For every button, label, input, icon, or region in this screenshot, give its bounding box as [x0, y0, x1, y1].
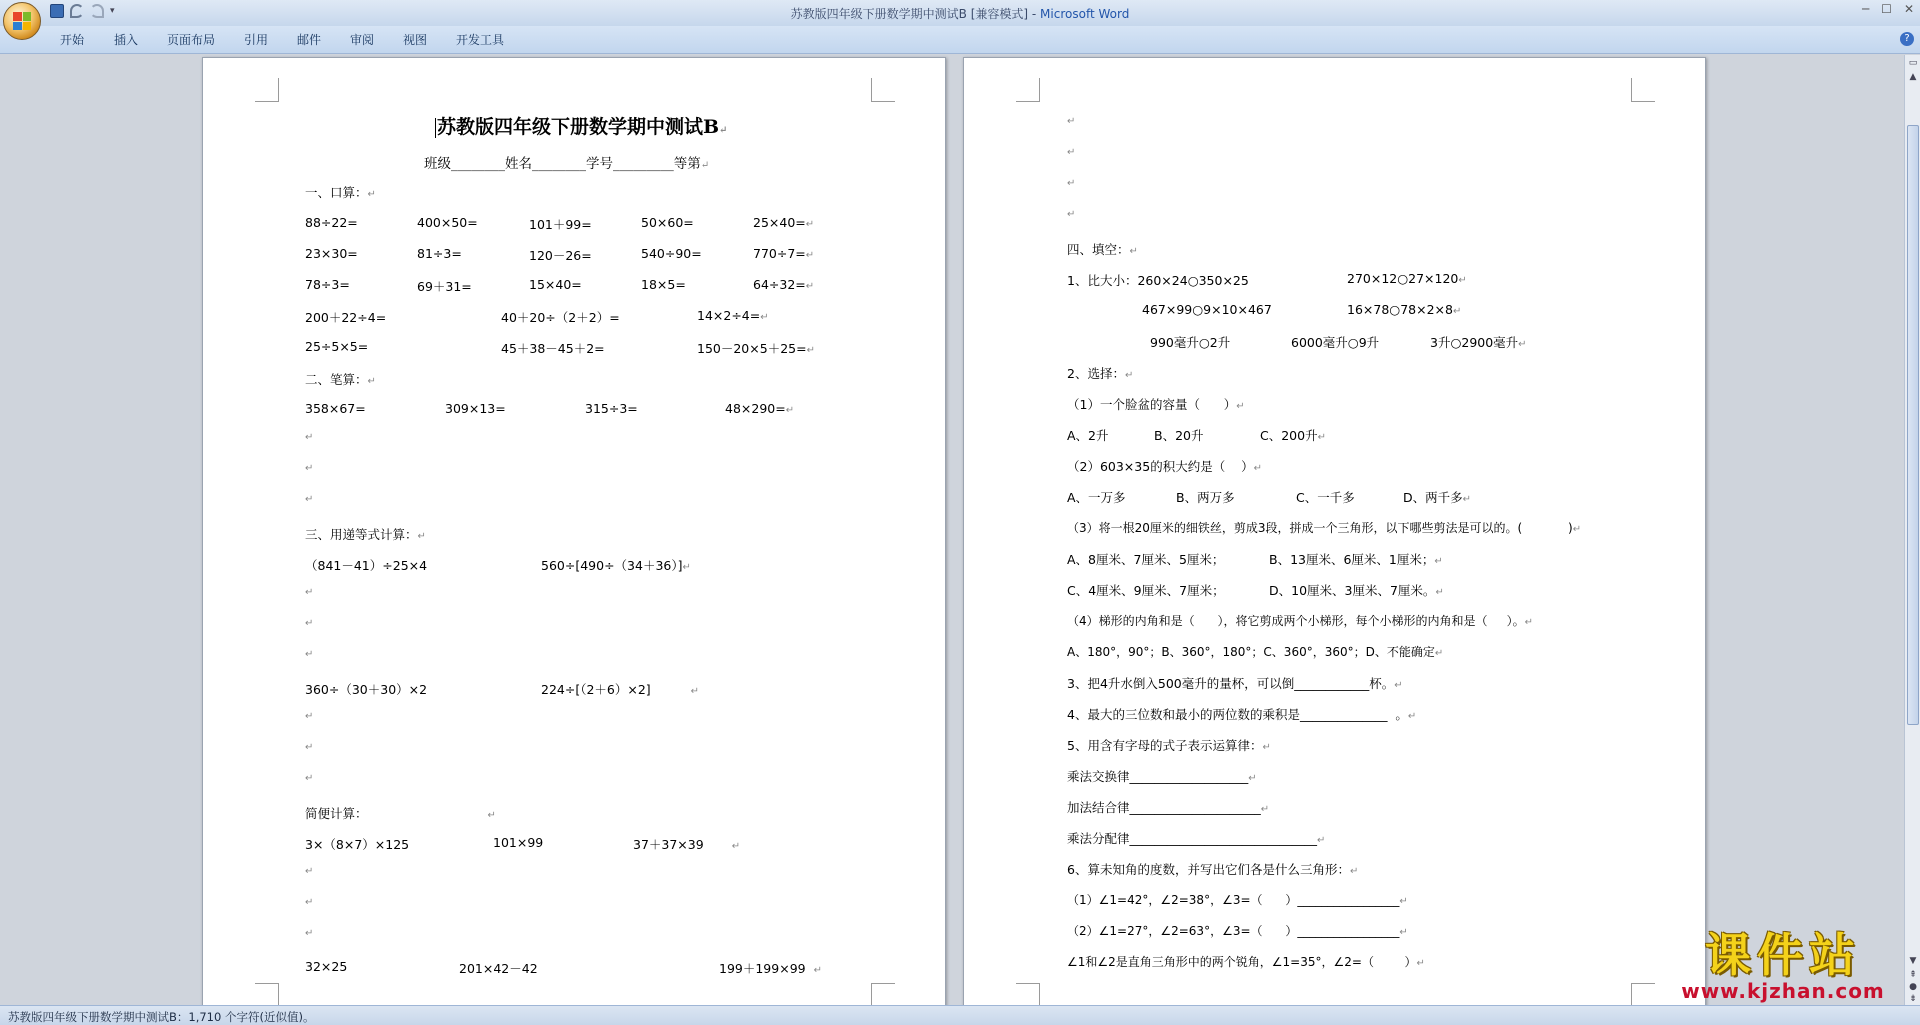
problem: 3×（8×7）×125 — [305, 837, 410, 852]
scroll-down-icon[interactable]: ▼ — [1909, 956, 1917, 966]
section-title: 简便计算： — [305, 806, 368, 821]
section-heading — [305, 370, 376, 388]
problem-text: 37＋37×39 — [633, 837, 704, 852]
question — [1067, 612, 1533, 629]
paragraph-mark: ↵ — [805, 219, 815, 230]
question — [1347, 302, 1461, 317]
problem-text: 64÷32= — [753, 277, 806, 292]
problem: 25÷5×5= — [305, 339, 369, 354]
paragraph-mark: ↵ — [1236, 401, 1245, 412]
document-page-1[interactable] — [202, 57, 946, 1005]
paragraph-mark: ↵ — [305, 897, 314, 908]
paragraph-mark: ↵ — [1435, 587, 1444, 598]
problem — [541, 680, 699, 698]
paragraph-mark: ↵ — [305, 928, 314, 939]
tab-view[interactable]: 视图 — [403, 33, 428, 47]
tab-page-layout[interactable]: 页面布局 — [167, 33, 216, 47]
problem: 360÷（30＋30）×2 — [305, 682, 428, 697]
section-title: 三、用递等式计算： — [305, 527, 418, 542]
section-heading — [305, 804, 496, 822]
problem — [725, 401, 794, 416]
app-name: Microsoft Word — [1040, 7, 1130, 21]
section-heading — [1067, 240, 1138, 258]
maximize-button[interactable]: ☐ — [1881, 2, 1892, 16]
problem — [753, 277, 814, 292]
option-text: C、200升 — [1260, 428, 1318, 443]
crop-mark — [1016, 983, 1040, 1005]
problem — [697, 339, 815, 357]
paragraph-mark: ↵ — [682, 562, 691, 573]
paragraph-mark: ↵ — [1462, 494, 1472, 505]
question-text: 乘法交换律___________________ — [1067, 769, 1249, 784]
help-icon[interactable]: ? — [1900, 32, 1914, 46]
paragraph-mark: ↵ — [305, 494, 314, 505]
section-heading — [305, 183, 376, 201]
option: C、4厘米、9厘米、7厘米； — [1067, 583, 1225, 598]
option — [1403, 488, 1471, 506]
paragraph-mark: ↵ — [305, 649, 314, 660]
option-text: D、10厘米、3厘米、7厘米。 — [1269, 583, 1436, 598]
paragraph-mark: ↵ — [1067, 209, 1076, 220]
paragraph-mark: ↵ — [305, 711, 314, 722]
option — [1269, 550, 1443, 568]
problem — [541, 556, 691, 574]
paragraph-mark: ↵ — [1067, 178, 1076, 189]
paragraph-mark: ↵ — [1253, 463, 1262, 474]
question — [1430, 333, 1527, 351]
crop-mark — [871, 983, 895, 1005]
paragraph-mark: ↵ — [1524, 617, 1533, 628]
section-heading — [305, 525, 426, 543]
tab-references[interactable]: 引用 — [244, 33, 269, 47]
paragraph-mark: ↵ — [1248, 773, 1257, 784]
heading-text: 苏教版四年级下册数学期中测试B — [437, 116, 720, 138]
student-info-text: 班级________姓名________学号_________等第 — [424, 156, 701, 172]
status-text: 苏教版四年级下册数学期中测试B：1,710 个字符(近似值)。 — [8, 1010, 315, 1024]
browse-object-icon[interactable]: ● — [1909, 982, 1917, 992]
crop-mark — [1631, 983, 1655, 1005]
paragraph-mark: ↵ — [417, 531, 426, 542]
office-logo-icon — [13, 12, 31, 30]
question — [1067, 457, 1262, 475]
problem-text: 560÷[490÷（34＋36）] — [541, 558, 683, 573]
question-text: （1）∠1=42°，∠2=38°，∠3=（ ）_________________ — [1067, 893, 1400, 907]
question: 1、比大小：260×24○350×25 — [1067, 273, 1249, 288]
question — [1067, 395, 1245, 413]
paragraph-mark: ↵ — [487, 810, 496, 821]
problem: 23×30= — [305, 246, 358, 261]
crop-mark — [871, 78, 895, 102]
paragraph-mark: ↵ — [1518, 339, 1527, 350]
next-page-icon[interactable]: ⇟ — [1909, 994, 1917, 1004]
option: C、一千多 — [1296, 490, 1355, 505]
paragraph-mark: ↵ — [1394, 680, 1403, 691]
problem: 201×42－42 — [459, 961, 538, 976]
crop-mark — [1631, 78, 1655, 102]
previous-page-icon[interactable]: ⇞ — [1909, 970, 1917, 980]
question: 467×99○9×10×467 — [1142, 302, 1272, 317]
problem: 32×25 — [305, 959, 348, 974]
paragraph-mark: ↵ — [1129, 246, 1138, 257]
option-text: D、两千多 — [1403, 490, 1463, 505]
question — [1347, 271, 1467, 286]
question — [1067, 891, 1408, 908]
paragraph-mark: ↵ — [719, 125, 728, 136]
paragraph-mark: ↵ — [700, 160, 710, 171]
question-text: 3、把4升水倒入500毫升的量杯，可以倒____________杯。 — [1067, 676, 1395, 691]
paragraph-mark: ↵ — [1124, 370, 1134, 381]
problem: 120－26= — [529, 248, 592, 263]
tab-insert[interactable]: 插入 — [114, 33, 139, 47]
paragraph-mark: ↵ — [806, 345, 815, 356]
option-text: A、180°，90°；B、360°，180°；C、360°，360°；D、不能确定 — [1067, 645, 1435, 659]
problem — [697, 308, 769, 323]
problem: 78÷3= — [305, 277, 350, 292]
status-bar — [0, 1005, 1920, 1025]
ruler-toggle-icon[interactable]: ▭ — [1908, 58, 1918, 68]
question — [1067, 674, 1403, 692]
crop-mark — [1016, 78, 1040, 102]
paragraph-mark: ↵ — [367, 376, 376, 387]
question — [1067, 798, 1269, 816]
paragraph-mark: ↵ — [1399, 927, 1408, 938]
paragraph-mark: ↵ — [731, 841, 741, 852]
problem: 69＋31= — [417, 279, 472, 294]
option — [1260, 426, 1326, 444]
problem: 88÷22= — [305, 215, 358, 230]
paragraph-mark: ↵ — [1452, 306, 1462, 317]
document-workspace[interactable] — [0, 55, 1904, 1005]
problem — [719, 959, 822, 977]
tab-home[interactable]: 开始 — [60, 33, 85, 47]
paragraph-mark: ↵ — [305, 587, 314, 598]
question — [1067, 705, 1416, 723]
scroll-up-icon[interactable]: ▲ — [1909, 72, 1917, 82]
title-bar — [0, 0, 1920, 26]
option-text: B、13厘米、6厘米、1厘米； — [1269, 552, 1435, 567]
document-page-2[interactable] — [963, 57, 1706, 1005]
paragraph-mark: ↵ — [1317, 432, 1326, 443]
paragraph-mark: ↵ — [785, 405, 795, 416]
section-title: 一、口算： — [305, 185, 368, 200]
problem-text: 25×40= — [753, 215, 806, 230]
paragraph-mark: ↵ — [1317, 835, 1326, 846]
paragraph-mark: ↵ — [813, 965, 822, 976]
problem: 101×99 — [493, 835, 544, 850]
question-text: 乘法分配律______________________________ — [1067, 831, 1318, 846]
problem: 540÷90= — [641, 246, 702, 261]
problem: 400×50= — [417, 215, 478, 230]
paragraph-mark: ↵ — [805, 250, 815, 261]
paragraph-mark: ↵ — [305, 432, 314, 443]
problem: 101＋99= — [529, 217, 592, 232]
option: A、一万多 — [1067, 490, 1126, 505]
paragraph-mark: ↵ — [1349, 866, 1359, 877]
question-text: 5、用含有字母的式子表示运算律： — [1067, 738, 1263, 753]
question — [1067, 519, 1581, 536]
question-text: （2）∠1=27°，∠2=63°，∠3=（ ）_________________ — [1067, 924, 1400, 938]
question-text: （2）603×35的积大约是（ ） — [1067, 459, 1254, 474]
problem: 40＋20÷（2＋2）= — [501, 310, 620, 325]
paragraph-mark: ↵ — [1399, 896, 1408, 907]
option — [1269, 581, 1444, 599]
option: A、2升 — [1067, 428, 1109, 443]
problem-text: 150－20×5＋25= — [697, 341, 807, 356]
paragraph-mark: ↵ — [1260, 804, 1270, 815]
close-button[interactable]: ✕ — [1903, 2, 1914, 16]
scrollbar-thumb[interactable] — [1907, 125, 1919, 725]
problem — [753, 246, 814, 261]
document-title: 苏教版四年级下册数学期中测试B [兼容模式] - — [790, 7, 1041, 21]
question-text: 4、最大的三位数和最小的两位数的乘积是______________ 。 — [1067, 707, 1408, 722]
problem-text: 14×2÷4= — [697, 308, 761, 323]
section-title: 二、笔算： — [305, 372, 368, 387]
office-button[interactable] — [3, 2, 41, 40]
problem: 358×67= — [305, 401, 366, 416]
ribbon-tabs — [0, 26, 1920, 54]
paragraph-mark: ↵ — [305, 742, 314, 753]
paragraph-mark: ↵ — [1416, 958, 1425, 969]
tab-developer[interactable]: 开发工具 — [456, 33, 505, 47]
problem: 50×60= — [641, 215, 694, 230]
paragraph-mark: ↵ — [1434, 648, 1444, 659]
paragraph-mark: ↵ — [1434, 556, 1443, 567]
problem-text: 199＋199×99 — [719, 961, 806, 976]
question-text: 3升○2900毫升 — [1430, 335, 1519, 350]
question-text: 270×12○27×120 — [1347, 271, 1459, 286]
problem: 200＋22÷4= — [305, 310, 387, 325]
question — [1067, 767, 1257, 785]
problem: 18×5= — [641, 277, 686, 292]
question-text: 6、算未知角的度数，并写出它们各是什么三角形： — [1067, 862, 1350, 877]
paragraph-mark: ↵ — [760, 312, 769, 323]
vertical-scrollbar[interactable] — [1904, 55, 1920, 1010]
problem — [633, 835, 740, 853]
paragraph-mark: ↵ — [305, 463, 314, 474]
problem: 315÷3= — [585, 401, 638, 416]
paragraph-mark: ↵ — [1572, 524, 1582, 535]
problem: 309×13= — [445, 401, 506, 416]
problem: （841－41）÷25×4 — [305, 558, 428, 573]
question-text: 16×78○78×2×8 — [1347, 302, 1453, 317]
problem-text: 770÷7= — [753, 246, 806, 261]
watermark-url: www.kjzhan.com — [1681, 979, 1885, 1003]
paragraph-mark: ↵ — [1262, 742, 1271, 753]
crop-mark — [255, 78, 279, 102]
paragraph-mark: ↵ — [1407, 711, 1417, 722]
option: A、8厘米、7厘米、5厘米； — [1067, 552, 1225, 567]
paragraph-mark: ↵ — [1067, 147, 1076, 158]
question — [1067, 922, 1408, 939]
tab-mailings[interactable]: 邮件 — [297, 33, 322, 47]
question — [1067, 829, 1325, 847]
question — [1067, 364, 1133, 382]
paragraph-mark: ↵ — [305, 618, 314, 629]
paragraph-mark: ↵ — [305, 773, 314, 784]
customize-toolbar-icon[interactable]: ▾ — [110, 6, 115, 16]
student-info-line — [424, 152, 709, 172]
problem: 15×40= — [529, 277, 582, 292]
site-watermark — [1668, 930, 1898, 1005]
text-cursor — [435, 118, 436, 138]
question — [1067, 736, 1271, 754]
question-text: 2、选择： — [1067, 366, 1125, 381]
option: B、两万多 — [1176, 490, 1235, 505]
option: B、20升 — [1154, 428, 1204, 443]
question — [1067, 860, 1358, 878]
paragraph-mark: ↵ — [1458, 275, 1467, 286]
problem-text: 224÷[（2＋6）×2] — [541, 682, 651, 697]
crop-mark — [255, 983, 279, 1005]
question-text: （3）将一根20厘米的细铁丝，剪成3段，拼成一个三角形，以下哪些剪法是可以的。( ) — [1067, 521, 1573, 535]
tab-review[interactable]: 审阅 — [350, 33, 375, 47]
problem — [753, 215, 814, 230]
watermark-text: 课件站 — [1705, 928, 1861, 982]
paragraph-mark: ↵ — [367, 189, 376, 200]
section-title: 四、填空： — [1067, 242, 1130, 257]
document-heading — [435, 112, 727, 139]
paragraph-mark: ↵ — [690, 686, 700, 697]
paragraph-mark: ↵ — [305, 866, 314, 877]
paragraph-mark: ↵ — [1067, 116, 1076, 127]
question: 990毫升○2升 — [1150, 335, 1231, 350]
problem: 81÷3= — [417, 246, 462, 261]
problem-text: 48×290= — [725, 401, 786, 416]
paragraph-mark: ↵ — [805, 281, 815, 292]
question-text: （1）一个脸盆的容量（ ） — [1067, 397, 1237, 412]
minimize-button[interactable]: ─ — [1861, 2, 1870, 16]
question-text: ∠1和∠2是直角三角形中的两个锐角，∠1=35°，∠2=（ ） — [1067, 955, 1417, 969]
question: 6000毫升○9升 — [1291, 335, 1380, 350]
question-text: （4）梯形的内角和是（ ），将它剪成两个小梯形，每个小梯形的内角和是（ ）。 — [1067, 614, 1525, 628]
problem: 45＋38－45＋2= — [501, 341, 605, 356]
question — [1067, 953, 1425, 970]
question-text: 加法结合律_____________________ — [1067, 800, 1261, 815]
window-controls — [1862, 2, 1914, 16]
window-title — [0, 5, 1920, 22]
option — [1067, 643, 1443, 660]
